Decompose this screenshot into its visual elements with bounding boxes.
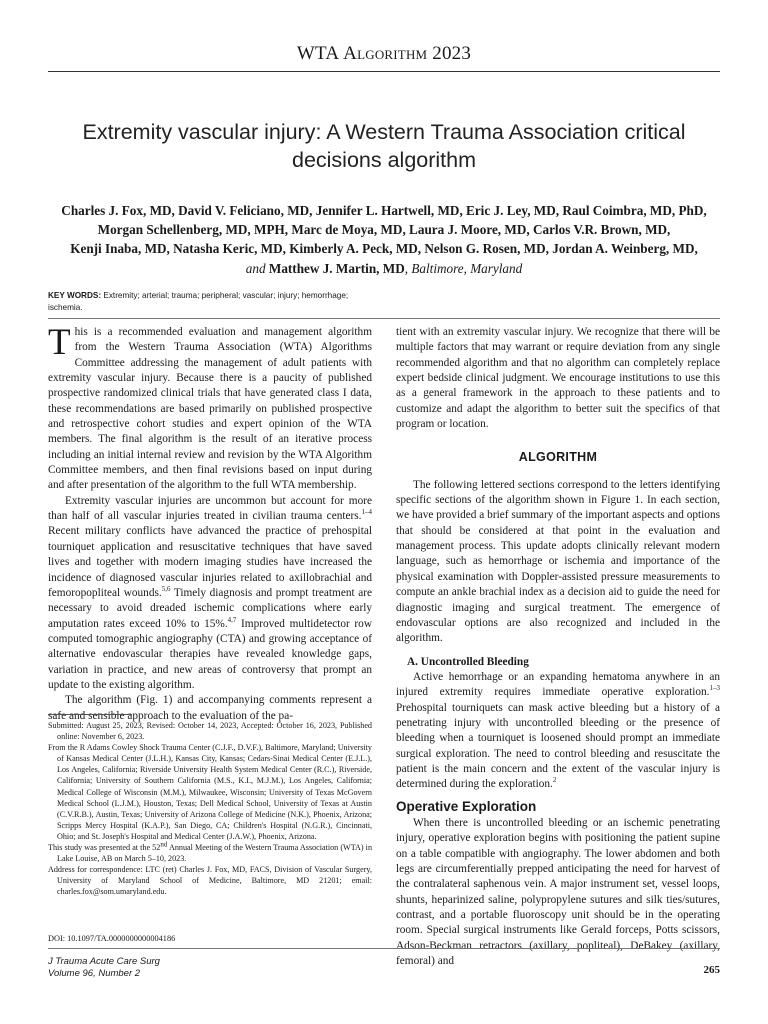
p2-text-a: Extremity vascular injuries are uncommon but account for more than half of all vascular injuries treated in civilian trauma centers. xyxy=(48,494,372,523)
keywords-rule xyxy=(48,318,720,319)
right-paragraph-1: tient with an extremity vascular injury. We recognize that there will be multiple factors that may warrant or require deviation from any single recommended algorithm and that no algorithm can completely replace expert bedside clinical judgment. We encourage institutions to use this as a general framework in the approach to these patients and to customize and adapt the algorithm to better suit the specifics of that program or location. xyxy=(396,326,720,431)
doi: DOI: 10.1097/TA.0000000000004186 xyxy=(48,934,176,943)
journal-name: J Trauma Acute Care Surg xyxy=(48,956,160,967)
right-paragraph-2: The following lettered sections correspond to the letters identifying specific sections of the algorithm shown in Figure 1. In each section, we have provided a brief summary of the important aspects and options that should be considered at that point in the evaluation and management process. This update adopts clinically relevant modern language, such as hemorrhage or ischemia and importance of the physical examination with Doppler-assisted pressure measurements to compute an ankle brachial index as a decision aid to guide the need for diagnostic imaging and surgical treatment. The emergence of endovascular options are also recognized and included in the algorithm. xyxy=(396,478,720,645)
author-list xyxy=(48,201,720,278)
running-head-wta: WTA xyxy=(296,43,339,64)
journal-volume: Volume 96, Number 2 xyxy=(48,968,141,979)
footnote-presented xyxy=(48,842,372,864)
running-head-year: 2023 xyxy=(432,43,472,64)
title-line-1: Extremity vascular injury: A Western Trauma Association critical xyxy=(82,120,686,144)
citation-ref: 1–3 xyxy=(709,684,720,693)
citation-ref: 1–4 xyxy=(361,508,372,517)
author-location: , Baltimore, Maryland xyxy=(404,260,523,276)
paragraph-3: The algorithm (Fig. 1) and accompanying comments represent a safe and sensible approach to the evaluation of the pa- xyxy=(48,694,372,722)
footnote-affiliations: From the R Adams Cowley Shock Trauma Center (C.J.F., D.V.F.), Baltimore, Maryland; University of Kansas Medical Center (J.L.H.), Kansas City, Kansas; Cedars-Sinai Medical Center (E.J.L.), Los Angeles, California; Riverside University Health System Medical Center (R.C.), Riverside, California; University of Southern California (M.S., K.I., M.J.M.), Los Angeles, California; Medical College of Wisconsin (M.M.), Milwaukee, Wisconsin; University of Texas McGovern Medical School (L.J.M.), Houston, Texas; Dell Medical School, University of Texas at Austin (C.V.R.B.), Austin, Texas; University of Arizona College of Medicine (N.K.), Phoenix, Arizona; Scripps Mercy Hospital (K.A.P.), San Diego, CA; Children's Hospital (N.G.R.), Cincinnati, Ohio; and St. Joseph's Hospital and Medical Center (J.A.W.), Phoenix, Arizona. xyxy=(48,743,372,841)
authors-and: and xyxy=(245,260,266,276)
p3-text-b: Prehospital tourniquets can mask active bleeding but a history of a penetrating injury with uncontrolled bleeding or the presence of bleeding when a tourniquet is loosened should prompt an immediate surgical exploration. The need to control bleeding and resuscitate the patient is the main concern and the extent of the vascular injury is determined during the exploration. xyxy=(396,701,720,791)
intro-paragraph xyxy=(48,322,372,494)
ordinal-sup: nd xyxy=(160,840,168,849)
presented-text-a: This study was presented at the 52 xyxy=(48,843,161,853)
footnotes xyxy=(48,720,372,898)
footnote-rule xyxy=(48,714,132,715)
authors-line-4 xyxy=(48,259,720,278)
keywords-label: KEY WORDS: xyxy=(48,291,102,300)
footer-rule xyxy=(48,948,720,949)
p2-text-b: Recent military conflicts have advanced the practice of prehospital tourniquet application and resuscitative techniques that have saved lives and together with modern imaging studies have increased the incidence of diagnosed vascular injuries related to axillobrachial and femoropopliteal wounds. xyxy=(48,525,372,599)
p2-text-c: Timely diagnosis and prompt treatment are necessary to avoid dreaded ischemic complications where early amputation rates exceed 10% to 15%. xyxy=(48,586,372,630)
intro-text: his is a recommended evaluation and management algorithm from the Western Trauma Association (WTA) Algorithms Committee addressing the management of adult patients with extremity vascular injury. Because there is a paucity of published prospective randomized clinical trials that have generated class I data, these recommendations are based primarily on published prospective and retrospective cohort studies and expert opinion of the WTA members. The final algorithm is the result of an iterative process including an initial internal review and revision by the WTA Algorithm Committee members, and then final revisions based on input during and after presentation of the algorithm to the full WTA membership. xyxy=(48,326,372,492)
body-column-left xyxy=(48,322,372,724)
citation-ref: 5,6 xyxy=(161,585,171,594)
presented-text-b: Annual Meeting of the Western Trauma Association (WTA) in Lake Louise, AB on March 5–10, 2023. xyxy=(57,843,373,864)
right-paragraph-3 xyxy=(396,670,720,793)
right-paragraph-4: When there is uncontrolled bleeding or an ischemic penetrating injury, operative exploration begins with positioning the patient supine on a table compatible with angiography. The lower abdomen and both legs are circumferentially prepped anticipating the need for harvest of the contralateral saphenous vein. A major instrument set, vessel loops, shunts, heparinized saline, polypropylene sutures and silk ties/sutures, contrast, and a portable fluoroscopy unit should be in the operating room. Special surgical instruments like Gerald forceps, Potts scissors, Adson-Beckman retractors (axillary, popliteal), DeBakey (axillary, femoral) and xyxy=(396,816,720,968)
authors-line-2: Morgan Schellenberg, MD, MPH, Marc de Moya, MD, Laura J. Moore, MD, Carlos V.R. Brown, MD, xyxy=(97,222,671,238)
last-author: Matthew J. Martin, MD xyxy=(268,260,405,276)
page-number: 265 xyxy=(703,964,720,976)
drop-cap: T xyxy=(48,322,71,363)
authors-line-1: Charles J. Fox, MD, David V. Feliciano, MD, Jennifer L. Hartwell, MD, Eric J. Ley, MD, Raul Coimbra, MD, PhD, xyxy=(61,203,707,218)
running-head-algorithm: Algorithm xyxy=(343,43,428,64)
keywords xyxy=(48,290,378,313)
authors-line-3: Kenji Inaba, MD, Natasha Keric, MD, Kimberly A. Peck, MD, Nelson G. Rosen, MD, Jordan A. Weinberg, MD, xyxy=(70,241,698,257)
p3-text-a: Active hemorrhage or an expanding hematoma anywhere in an injured extremity requires immediate operative exploration. xyxy=(396,670,720,699)
p2-text-d: Improved multidetector row computed tomographic angiography (CTA) and growing acceptance of alternative endovascular therapies have revealed knowledge gaps, variation in practice, and new areas of controversy that prompt an update to the existing algorithm. xyxy=(48,617,372,691)
citation-ref: 2 xyxy=(552,776,557,785)
citation-ref: 4,7 xyxy=(227,615,237,624)
subheading-uncontrolled-bleeding: A. Uncontrolled Bleeding xyxy=(407,655,529,668)
article-title xyxy=(48,118,720,174)
footnote-submitted: Submitted: August 25, 2023, Revised: October 14, 2023, Accepted: October 16, 2023, Published online: November 6, 2023. xyxy=(48,721,372,742)
heading-operative-exploration: Operative Exploration xyxy=(396,798,537,814)
keywords-text: Extremity; arterial; trauma; peripheral; vascular; injury; hemorrhage; ischemia. xyxy=(48,291,349,312)
running-head xyxy=(0,43,768,65)
body-column-right xyxy=(396,325,720,969)
paragraph-2 xyxy=(48,494,372,693)
journal-citation xyxy=(48,956,160,980)
section-heading-algorithm: ALGORITHM xyxy=(518,450,598,465)
footnote-correspondence: Address for correspondence: LTC (ret) Charles J. Fox, MD, FACS, Division of Vascular Surgery, University of Maryland School of Medicine, Baltimore, MD 21201; email: charles.fox@som.umaryland.edu. xyxy=(48,865,372,897)
header-rule xyxy=(48,71,720,72)
title-line-2: decisions algorithm xyxy=(291,148,477,172)
